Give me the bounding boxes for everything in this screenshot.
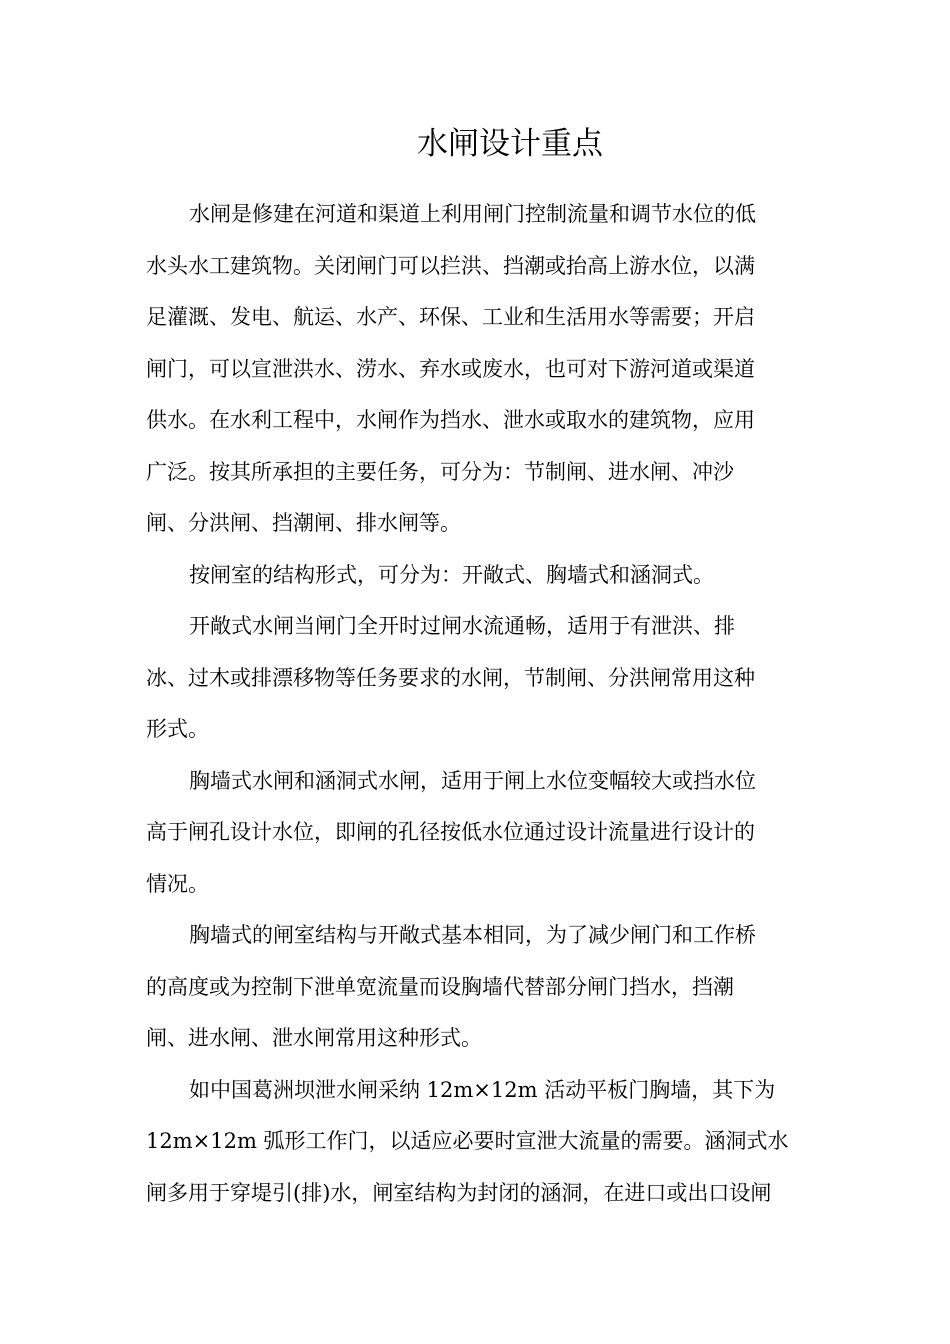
paragraph-line: 闸多用于穿堤引(排)水，闸室结构为封闭的涵洞，在进口或出口设闸 [146,1181,772,1205]
paragraph-line: 闸、分洪闸、挡潮闸、排水闸等。 [146,511,461,535]
paragraph-line: 12m×12m 弧形工作门，以适应必要时宣泄大流量的需要。涵洞式水 [146,1129,789,1153]
paragraph-line: 闸、进水闸、泄水闸常用这种形式。 [146,1026,482,1050]
paragraph-line: 开敞式水闸当闸门全开时过闸水流通畅，适用于有泄洪、排 [189,614,735,638]
paragraph-line: 的高度或为控制下泄单宽流量而设胸墙代替部分闸门挡水，挡潮 [146,975,734,999]
paragraph-line: 如中国葛洲坝泄水闸采纳 12m×12m 活动平板门胸墙，其下为 [189,1078,776,1102]
paragraph-line: 冰、过木或排漂移物等任务要求的水闸，节制闸、分洪闸常用这种 [146,666,755,690]
paragraph-line: 情况。 [146,872,209,896]
paragraph-line: 供水。在水利工程中，水闸作为挡水、泄水或取水的建筑物，应用 [146,408,755,432]
paragraph-line: 形式。 [146,717,209,741]
paragraph-line: 高于闸孔设计水位，即闸的孔径按低水位通过设计流量进行设计的 [146,820,755,844]
paragraph-line: 水头水工建筑物。关闭闸门可以拦洪、挡潮或抬高上游水位，以满 [146,254,755,278]
paragraph-line: 按闸室的结构形式，可分为：开敞式、胸墙式和涵洞式。 [189,563,714,587]
paragraph-line: 闸门，可以宣泄洪水、涝水、弃水或废水，也可对下游河道或渠道 [146,357,755,381]
paragraph-line: 广泛。按其所承担的主要任务，可分为：节制闸、进水闸、冲沙 [146,460,734,484]
paragraph-line: 水闸是修建在河道和渠道上利用闸门控制流量和调节水位的低 [189,202,756,226]
paragraph-line: 足灌溉、发电、航运、水产、环保、工业和生活用水等需要；开启 [146,305,755,329]
paragraph-line: 胸墙式水闸和涵洞式水闸，适用于闸上水位变幅较大或挡水位 [189,769,756,793]
page-title: 水闸设计重点 [417,126,603,162]
paragraph-line: 胸墙式的闸室结构与开敞式基本相同，为了减少闸门和工作桥 [189,923,756,947]
